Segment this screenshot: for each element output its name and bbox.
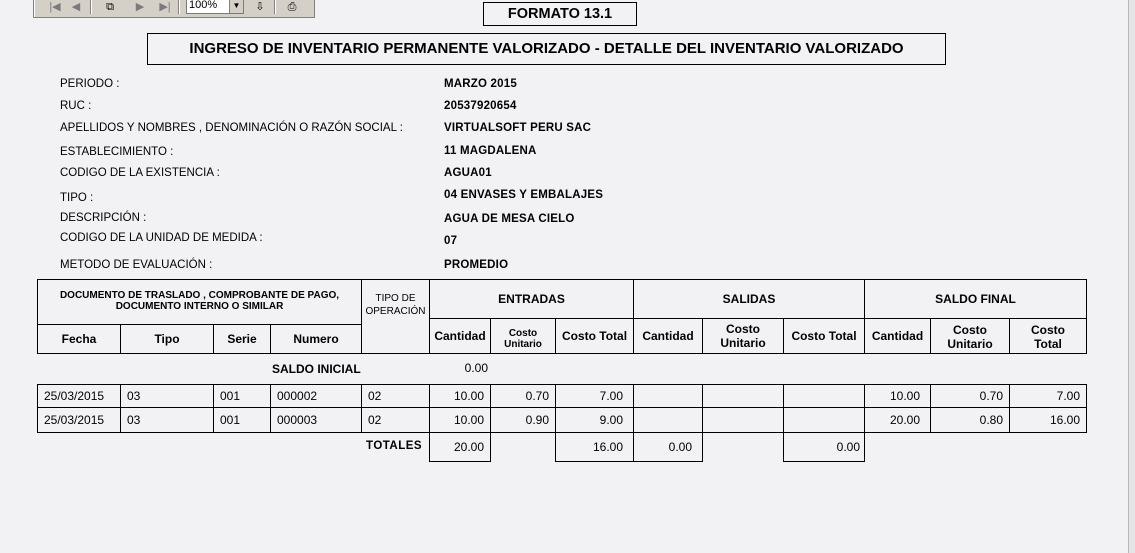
- unidad-medida-label: CODIGO DE LA UNIDAD DE MEDIDA :: [60, 232, 263, 244]
- table-cell-fecha: 25/03/2015: [37, 384, 121, 408]
- razon-social-value: VIRTUALSOFT PERU SAC: [444, 122, 592, 134]
- ruc-value: 20537920654: [444, 100, 517, 112]
- establecimiento-label: ESTABLECIMIENTO :: [60, 146, 174, 158]
- codigo-existencia-label: CODIGO DE LA EXISTENCIA :: [60, 167, 220, 179]
- col-fecha: Fecha: [37, 324, 121, 354]
- tipo-value: 04 ENVASES Y EMBALAJES: [444, 189, 604, 201]
- col-sf-costo-unitario: Costo Unitario: [930, 318, 1010, 354]
- col-sf-cantidad: Cantidad: [864, 318, 931, 354]
- prev-page-icon[interactable]: ◀: [71, 1, 81, 13]
- print-icon[interactable]: ⎙: [287, 1, 297, 13]
- col-sf-costo-total: Costo Total: [1009, 318, 1087, 354]
- table-cell-sal-costo-total: [783, 407, 865, 433]
- table-cell-sal-costo-unitario: [702, 384, 784, 408]
- last-page-icon[interactable]: ▶|: [159, 1, 171, 13]
- periodo-value: MARZO 2015: [444, 78, 517, 90]
- col-tipo: Tipo: [120, 324, 214, 354]
- totales-ent-cantidad: 20.00: [429, 432, 491, 462]
- razon-social-label: APELLIDOS Y NOMBRES , DENOMINACIÓN O RAZÓN SOCIAL :: [60, 122, 403, 134]
- table-cell-sf-costo-total: 7.00: [1009, 384, 1087, 408]
- descripcion-label: DESCRIPCIÓN :: [60, 212, 147, 224]
- col-ent-cantidad: Cantidad: [429, 318, 491, 354]
- totales-ent-costo-total: 16.00: [555, 432, 634, 462]
- table-cell-sf-costo-total: 16.00: [1009, 407, 1087, 433]
- saldo-inicial-label: SALDO INICIAL: [272, 362, 361, 376]
- saldo-inicial-value: 0.00: [464, 361, 488, 375]
- table-cell-numero: 000002: [270, 384, 362, 408]
- doc-header: DOCUMENTO DE TRASLADO , COMPROBANTE DE PAGO, DOCUMENTO INTERNO O SIMILAR: [37, 279, 362, 325]
- table-cell-operacion: 02: [361, 384, 430, 408]
- table-cell-operacion: 02: [361, 407, 430, 433]
- tipo-operacion-header: TIPO DE OPERACIÓN: [361, 279, 430, 354]
- periodo-label: PERIODO :: [60, 78, 120, 90]
- table-cell-sal-costo-unitario: [702, 407, 784, 433]
- zoom-select[interactable]: [186, 0, 244, 14]
- toolbar-separator: [90, 0, 92, 14]
- next-page-icon[interactable]: ▶: [135, 1, 145, 13]
- col-sal-costo-total: Costo Total: [783, 318, 865, 354]
- col-ent-costo-unitario: Costo Unitario: [490, 318, 556, 354]
- table-cell-sf-costo-unitario: 0.70: [930, 384, 1010, 408]
- totales-sal-cantidad: 0.00: [633, 432, 703, 462]
- table-cell-serie: 001: [213, 407, 271, 433]
- unidad-medida-value: 07: [444, 235, 458, 247]
- col-sal-costo-unitario: Costo Unitario: [702, 318, 784, 354]
- toolbar-separator: [178, 0, 180, 14]
- codigo-existencia-value: AGUA01: [444, 167, 492, 179]
- report-title: INGRESO DE INVENTARIO PERMANENTE VALORIZADO - DETALLE DEL INVENTARIO VALORIZADO: [147, 33, 946, 65]
- metodo-evaluacion-label: METODO DE EVALUACIÓN :: [60, 259, 213, 271]
- table-cell-tipo: 03: [120, 407, 214, 433]
- tipo-label: TIPO :: [60, 192, 94, 204]
- table-cell-sf-cantidad: 10.00: [864, 384, 931, 408]
- ruc-label: RUC :: [60, 100, 92, 112]
- col-numero: Numero: [270, 324, 362, 354]
- col-serie: Serie: [213, 324, 271, 354]
- metodo-evaluacion-value: PROMEDIO: [444, 259, 509, 271]
- table-cell-sal-cantidad: [633, 384, 703, 408]
- table-cell-numero: 000003: [270, 407, 362, 433]
- table-cell-ent-cantidad: 10.00: [429, 384, 491, 408]
- totales-label: TOTALES: [366, 440, 423, 452]
- table-cell-ent-costo-unitario: 0.90: [490, 407, 556, 433]
- zoom-value: 100%: [189, 0, 218, 11]
- col-sal-cantidad: Cantidad: [633, 318, 703, 354]
- vertical-scrollbar[interactable]: [1128, 0, 1135, 553]
- format-code-box: FORMATO 13.1: [483, 2, 637, 26]
- descripcion-value: AGUA DE MESA CIELO: [444, 213, 575, 225]
- toolbar-separator: [274, 0, 276, 14]
- col-ent-costo-total: Costo Total: [555, 318, 634, 354]
- table-cell-sf-costo-unitario: 0.80: [930, 407, 1010, 433]
- table-cell-serie: 001: [213, 384, 271, 408]
- table-cell-ent-costo-unitario: 0.70: [490, 384, 556, 408]
- table-cell-tipo: 03: [120, 384, 214, 408]
- entradas-header: ENTRADAS: [429, 279, 634, 319]
- saldo-final-header: SALDO FINAL: [864, 279, 1087, 319]
- table-cell-sal-costo-total: [783, 384, 865, 408]
- export-icon[interactable]: ⇩: [255, 1, 265, 13]
- table-cell-ent-costo-total: 7.00: [555, 384, 634, 408]
- table-cell-sal-cantidad: [633, 407, 703, 433]
- establecimiento-value: 11 MAGDALENA: [444, 145, 537, 157]
- copy-icon[interactable]: ⧉: [106, 1, 114, 13]
- totales-sal-costo-total: 0.00: [783, 432, 865, 462]
- table-cell-ent-costo-total: 9.00: [555, 407, 634, 433]
- first-page-icon[interactable]: |◀: [49, 1, 61, 13]
- table-cell-sf-cantidad: 20.00: [864, 407, 931, 433]
- table-cell-ent-cantidad: 10.00: [429, 407, 491, 433]
- salidas-header: SALIDAS: [633, 279, 865, 319]
- table-cell-fecha: 25/03/2015: [37, 407, 121, 433]
- chevron-down-icon[interactable]: ▼: [229, 0, 243, 13]
- report-viewer-toolbar: [33, 0, 315, 18]
